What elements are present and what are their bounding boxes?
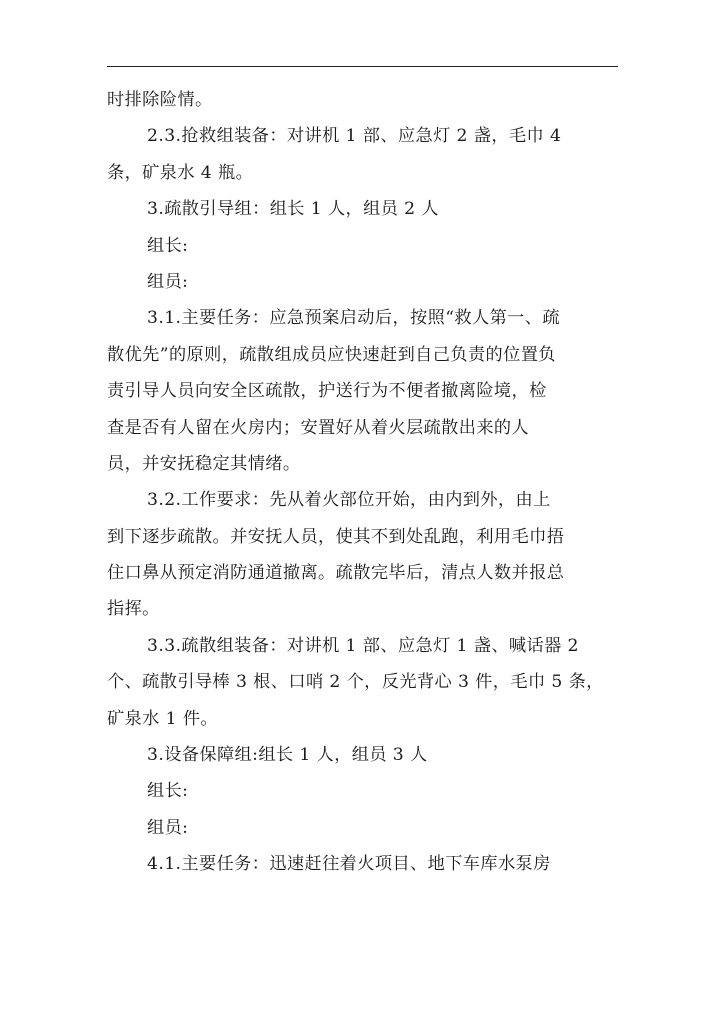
text-line-7: 3.1.主要任务：应急预案启动后，按照“救人第一、疏 — [147, 308, 560, 329]
text-line-17: 个、疏散引导棒 3 根、口哨 2 个，反光背心 3 件，毛巾 5 条， — [107, 672, 604, 693]
text-line-15: 指挥。 — [107, 599, 160, 620]
document-body — [107, 82, 619, 883]
text-line-12: 3.2.工作要求：先从着火部位开始，由内到外，由上 — [147, 490, 551, 511]
text-line-13: 到下逐步疏散。并安抚人员，使其不到处乱跑，利用毛巾捂 — [107, 526, 565, 547]
text-line-14: 住口鼻从预定消防通道撤离。疏散完毕后，清点人数并报总 — [107, 563, 565, 584]
text-line-20: 组长: — [147, 781, 189, 802]
text-line-18: 矿泉水 1 件。 — [107, 708, 218, 729]
text-line-21: 组员: — [147, 817, 189, 838]
text-line-1: 时排除险情。 — [107, 90, 213, 110]
header-rule — [107, 66, 618, 67]
text-line-9: 责引导人员向安全区疏散，护送行为不便者撤离险境，检 — [107, 381, 547, 402]
text-line-5: 组长: — [147, 235, 189, 256]
text-line-6: 组员: — [147, 271, 189, 292]
text-line-16: 3.3.疏散组装备：对讲机 1 部、应急灯 1 盏、喊话器 2 — [147, 635, 579, 656]
text-line-2: 2.3.抢救组装备：对讲机 1 部、应急灯 2 盏，毛巾 4 — [147, 126, 562, 147]
text-line-11: 员，并安抚稳定其情绪。 — [107, 453, 301, 474]
text-line-3: 条，矿泉水 4 瓶。 — [107, 162, 254, 183]
text-line-19: 3.设备保障组:组长 1 人，组员 3 人 — [147, 745, 428, 766]
text-line-8: 散优先”的原则，疏散组成员应快速赶到自己负责的位置负 — [107, 344, 556, 365]
text-line-4: 3.疏散引导组：组长 1 人，组员 2 人 — [147, 199, 439, 220]
text-line-10: 查是否有人留在火房内；安置好从着火层疏散出来的人 — [107, 417, 530, 438]
text-line-22: 4.1.主要任务：迅速赶往着火项目、地下车库水泵房 — [147, 854, 551, 875]
